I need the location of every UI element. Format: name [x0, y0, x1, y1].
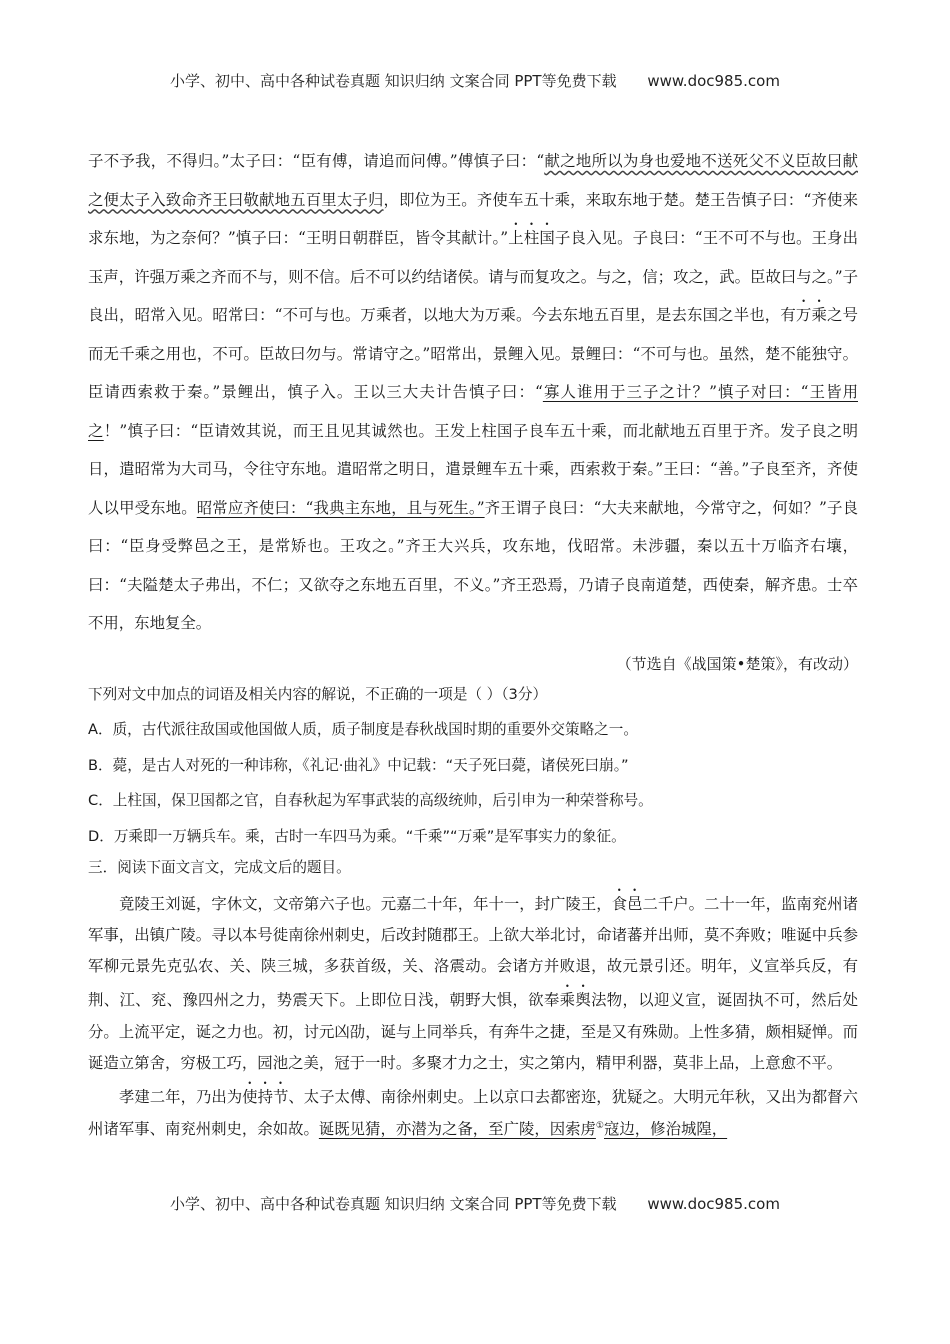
passage-text: 子良入见。子良曰：“王不可不与也。王身出玉声，许强万乘之齐而不与，则不信。后不可以约结诸侯。请与而复攻之。与之，信；攻之，武。臣故曰与之。”子良出，昭常入见。昭常曰：“不可与也。万乘者，以地大为万乘。今去东地五百里，是去东国之半也，有	[88, 229, 858, 324]
passage-text: 二千户。二十一年，监南兖州诸军事，出镇广陵。寻以本号徙南徐州刺史，后改封随郡王。上欲大举北讨，命诸蕃并出师，莫不奔败；唯诞中兵参军柳元景先克弘农、关、陕三城，多获首级，关、洛震动。会诸方并败退，故元景引还。明年，义宣举兵反，有荆、江、兖、豫四州之力，势震天下。上即位日浅，朝野大惧，欲奉	[88, 894, 858, 1010]
passage-text: 之号而无千乘之用也，不可。臣故曰勿与。常请守之。”昭常出，景鲤入见。景鲤曰：“不可与也。虽然，楚不能独守。臣请西索救于秦。”景鲤出，慎子入。王以三大夫计告慎子曰：“	[88, 306, 858, 401]
page-header	[0, 70, 950, 91]
dotted-term-shiyi: 食邑	[611, 894, 643, 913]
dotted-term-wansheng: 万乘	[795, 306, 828, 324]
passage-text: ，即位为王。齐使车五十乘，来取东地于楚。楚王告慎子曰：“齐使来求东地，为之奈何？”慎子曰：“王明日朝群臣，皆令其献计。”	[88, 190, 858, 247]
option-c: C．上柱国，保卫国都之官，自春秋起为军事武装的高级统帅，后引申为一种荣誉称号。	[88, 792, 653, 809]
underlined-sentence-2: 昭常应齐使曰：“我典主东地，且与死生。”	[196, 498, 485, 517]
passage-text: 孝建二年，乃出为	[119, 1088, 243, 1107]
page-footer	[0, 1193, 950, 1214]
option-d: D．万乘即一万辆兵车。乘，古时一车四马为乘。“千乘”“万乘”是军事实力的象征。	[88, 827, 626, 845]
underlined-sentence-3-cont: 寇边，修治城隍，	[604, 1119, 728, 1138]
passage-text: ！”慎子曰：“臣请效其说，而王且见其诚然也。王发上柱国子良车五十乘，而北献地五百里于齐。发子良之明日，遣昭常为大司马，令往守东地。遣昭常之明日，遣景鲤车五十乘，西索救于秦。”王曰：“善。”子良至齐，齐使人以甲受东地。	[88, 421, 858, 517]
option-a: A．质，古代派往敌国或他国做人质，质子制度是春秋战国时期的重要外交策略之一。	[88, 721, 638, 738]
section-3-title: 三．阅读下面文言文，完成文后的题目。	[88, 859, 351, 876]
passage-text: 法物，以迎义宣，诞固执不可，然后处分。上流平定，诞之力也。初，讨元凶劭，诞与上同举兵，有奔牛之捷，至是又有殊勋。上性多猜，颇相疑惮。而诞造立第舍，穷极工巧，园池之美，冠于一时。多聚才力之士，实之第内，精甲利器，莫非上品，上意愈不平。	[88, 991, 858, 1072]
header-url[interactable]: www.doc985.com	[647, 72, 780, 90]
header-text: 小学、初中、高中各种试卷真题 知识归纳 文案合同 PPT等免费下载	[170, 72, 617, 90]
dotted-term-shengyu: 乘舆	[559, 991, 592, 1010]
passage-1	[88, 142, 858, 643]
passage-source: （节选自《战国策•楚策》，有改动）	[616, 654, 858, 673]
underlined-sentence-3: 诞既见猜，亦潜为之备，至广陵，因索虏	[318, 1119, 596, 1138]
footer-text: 小学、初中、高中各种试卷真题 知识归纳 文案合同 PPT等免费下载	[170, 1195, 617, 1213]
option-b: B．薨，是古人对死的一种讳称，《礼记·曲礼》中记载：“天子死曰薨，诸侯死曰崩。”	[88, 756, 629, 774]
section-3-paragraph-1	[88, 886, 858, 1080]
passage-text: 、太子太傅、南徐州刺史。上以京口去都密迩，犹疑之。大明元年秋，又出为都督六州诸军事、南兖州刺史，余如故。	[88, 1088, 858, 1138]
footer-url[interactable]: www.doc985.com	[647, 1195, 780, 1213]
question-stem: 下列对文中加点的词语及相关内容的解说，不正确的一项是（ ）（3分）	[88, 685, 548, 703]
question-block	[88, 677, 858, 855]
passage-text: 子不予我，不得归。”太子曰：“臣有傅，请追而问傅。”傅慎子曰：“	[88, 152, 545, 170]
underlined-sentence-1: 寡人谁用于三子之计？”慎子对曰：“王皆用之	[88, 383, 858, 440]
dotted-term-shangzhuguo: 上柱国	[508, 229, 555, 247]
dotted-term-shichijie: 使持节	[242, 1088, 289, 1107]
footnote-marker: ①	[595, 1120, 604, 1131]
section-3-paragraph-2	[88, 1079, 858, 1145]
document-body	[88, 142, 858, 1145]
passage-text: 齐王谓子良曰：“大夫来献地，今常守之，何如？”子良曰：“臣身受弊邑之王，是常矫也。王攻之。”齐王大兴兵，攻东地，伐昭常。未涉疆，秦以五十万临齐右壤，曰：“夫隘楚太子弗出，不仁；又欲夺之东地五百里，不义。”齐王恐焉，乃请子良南道楚，西使秦，解齐患。士卒不用，东地复全。	[88, 498, 858, 632]
passage-text: 竟陵王刘诞，字休文，文帝第六子也。元嘉二十年，年十一，封广陵王，	[119, 894, 612, 913]
wavy-underlined-sentence: 献之地所以为身也爱地不送死父不义臣故曰献之便太子入致命齐王曰敬献地五百里太子归	[88, 152, 858, 209]
